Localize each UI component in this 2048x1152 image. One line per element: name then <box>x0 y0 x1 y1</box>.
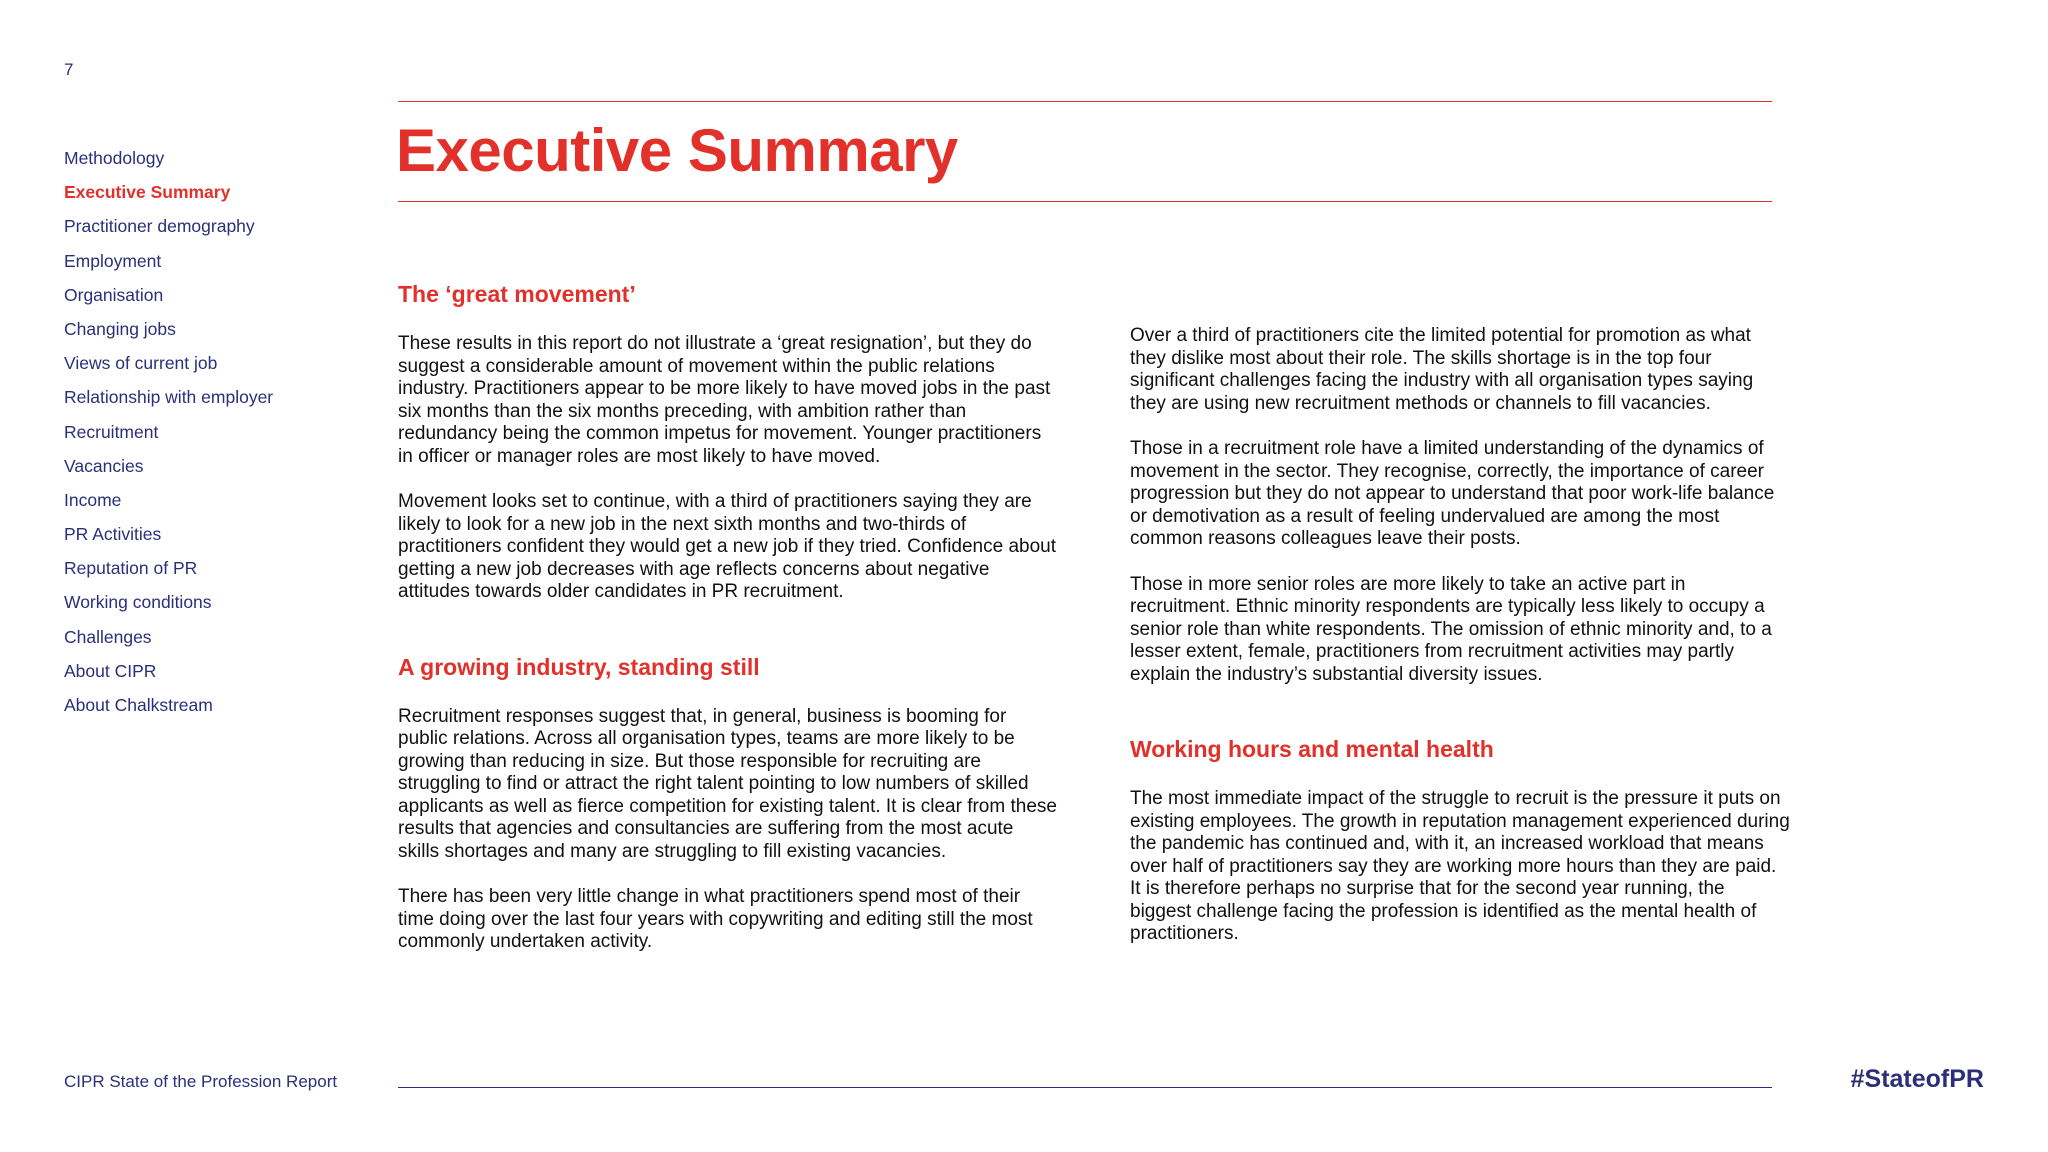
sidebar-nav <box>64 146 364 727</box>
section-heading-working-hours: Working hours and mental health <box>1130 736 1494 762</box>
nav-item-employment[interactable]: Employment <box>64 250 162 271</box>
great-movement-paragraph-2: Movement looks set to continue, with a third of practitioners saying they are likely to look for a new job in the next sixth months and two-thirds of practitioners confident they would get a new job if they tried. Confidence about getting a new job decreases with age reflects concerns about negative attitudes towards older candidates in PR recruitment. <box>398 491 1057 602</box>
nav-item-working-conditions[interactable]: Working conditions <box>64 592 212 613</box>
content-column-left <box>398 278 1058 977</box>
nav-item-recruitment[interactable]: Recruitment <box>64 421 159 442</box>
nav-item-reputation-of-pr[interactable]: Reputation of PR <box>64 558 198 579</box>
nav-item-relationship-with-employer[interactable]: Relationship with employer <box>64 387 274 408</box>
nav-item-practitioner-demography[interactable]: Practitioner demography <box>64 216 255 237</box>
nav-item-income[interactable]: Income <box>64 489 122 510</box>
nav-item-organisation[interactable]: Organisation <box>64 284 164 305</box>
growing-industry-paragraph-2: There has been very little change in what practitioners spend most of their time doing over the last four years with copywriting and editing still the most commonly undertaken activity. <box>398 886 1033 952</box>
nav-item-pr-activities[interactable]: PR Activities <box>64 524 162 545</box>
nav-item-vacancies[interactable]: Vacancies <box>64 455 144 476</box>
nav-item-views-of-current-job[interactable]: Views of current job <box>64 353 218 374</box>
section-heading-great-movement: The ‘great movement’ <box>398 281 636 307</box>
page-number: 7 <box>64 60 74 79</box>
footer-hashtag[interactable]: #StateofPR <box>1850 1065 1984 1093</box>
nav-item-challenges[interactable]: Challenges <box>64 626 152 647</box>
growing-industry-paragraph-1: Recruitment responses suggest that, in general, business is booming for public relations. Across all organisation types, teams are more likely to be growing than reducing in size. But those responsible for recruiting are struggling to find or attract the right talent pointing to low numbers of skilled applicants as well as fierce competition for existing talent. It is clear from these results that agencies and consultancies are suffering from the most acute skills shortages and many are struggling to fill existing vacancies. <box>398 705 1057 862</box>
growing-industry-paragraph-3: Over a third of practitioners cite the limited potential for promotion as what they dislike most about their role. The skills shortage is in the top four significant challenges facing the industry with all organisation types saying they are using new recruitment methods or channels to fill vacancies. <box>1130 325 1754 414</box>
page-title: Executive Summary <box>396 117 958 184</box>
growing-industry-paragraph-5: Those in more senior roles are more likely to take an active part in recruitment. Ethnic minority respondents are typically less likely to occupy a senior role than white respondents. The omission of ethnic minority and, to a lesser extent, female, practitioners from recruitment activities may partly explain the industry’s substantial diversity issues. <box>1130 573 1772 685</box>
nav-item-executive-summary[interactable]: Executive Summary <box>64 182 231 203</box>
great-movement-paragraph-1: These results in this report do not illustrate a ‘great resignation’, but they do suggest a considerable amount of movement within the public relations industry. Practitioners appear to be more likely to have moved jobs in the past six months than the six months preceding, with ambition rather than redundancy being the common impetus for movement. Younger practitioners in officer or manager roles are most likely to have moved. <box>398 333 1051 467</box>
section-heading-growing-industry: A growing industry, standing still <box>398 653 760 680</box>
nav-item-about-chalkstream[interactable]: About Chalkstream <box>64 695 213 715</box>
nav-item-methodology[interactable]: Methodology <box>64 148 165 168</box>
working-hours-paragraph-1: The most immediate impact of the struggle to recruit is the pressure it puts on existing employees. The growth in reputation management experienced during the pandemic has continued and, with it, an increased workload that means over half of practitioners say they are working more hours than they are paid. It is therefore perhaps no surprise that for the second year running, the biggest challenge facing the profession is identified as the mental health of practitioners. <box>1130 788 1790 944</box>
growing-industry-paragraph-4: Those in a recruitment role have a limited understanding of the dynamics of movement in the sector. They recognise, correctly, the importance of career progression but they do not appear to understand that poor work-life balance or demotivation as a result of feeling undervalued are among the most common reasons colleagues leave their posts. <box>1130 438 1775 549</box>
nav-item-changing-jobs[interactable]: Changing jobs <box>64 318 176 339</box>
footer-report-name: CIPR State of the Profession Report <box>64 1072 338 1091</box>
nav-item-about-cipr[interactable]: About CIPR <box>64 660 157 681</box>
title-rule-bottom <box>398 201 1772 202</box>
footer-rule <box>398 1087 1772 1088</box>
column-top-spacer <box>1130 278 1790 325</box>
title-rule-top <box>398 101 1772 102</box>
content-column-right <box>1130 278 1790 969</box>
